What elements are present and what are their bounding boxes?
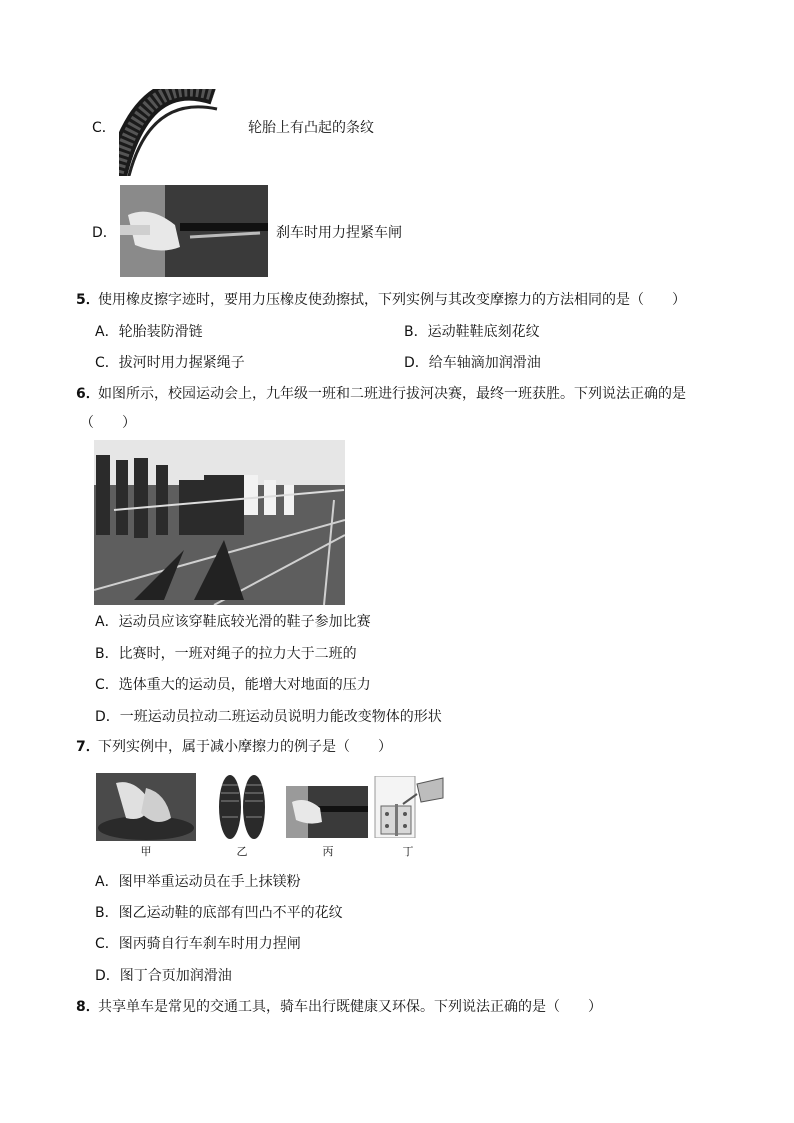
q5-stem: 使用橡皮擦字迹时，要用力压橡皮使劲擦拭，下列实例与其改变摩擦力的方法相同的是（ ）: [98, 292, 686, 308]
q7-option-a: A．图甲举重运动员在手上抹镁粉: [95, 874, 301, 890]
chalk-hands-photo: [96, 773, 196, 841]
q7-caption-yi: 乙: [236, 845, 248, 858]
q4-option-d-label: D．: [92, 225, 117, 241]
q5-number: 5．: [76, 292, 100, 308]
bike-brake-photo: [286, 786, 368, 838]
q6-option-a: A．运动员应该穿鞋底较光滑的鞋子参加比赛: [95, 614, 371, 630]
q6-number: 6．: [76, 386, 100, 402]
q7-caption-ding: 丁: [402, 845, 414, 858]
q7-stem: 下列实例中，属于减小摩擦力的例子是（ ）: [98, 739, 392, 755]
q7-caption-bing: 丙: [322, 845, 334, 858]
q6-stem: 如图所示，校园运动会上，九年级一班和二班进行拔河决赛，最终一班获胜。下列说法正确的是: [98, 386, 686, 402]
q7-caption-jia: 甲: [140, 845, 152, 858]
q4-option-c-text: 轮胎上有凸起的条纹: [248, 120, 374, 136]
q4-option-c-label: C．: [92, 120, 116, 136]
q7-option-d: D．图丁合页加润滑油: [95, 968, 232, 984]
q6-option-c: C．选体重大的运动员，能增大对地面的压力: [95, 677, 371, 693]
q6-option-b: B．比赛时，一班对绳子的拉力大于二班的: [95, 646, 357, 662]
tug-of-war-photo: [94, 440, 345, 605]
q5-option-d: D．给车轴滴加润滑油: [404, 355, 541, 371]
q5-option-a: A．轮胎装防滑链: [95, 324, 203, 340]
tire-photo: [119, 89, 222, 176]
q7-option-c: C．图丙骑自行车刹车时用力捏闸: [95, 936, 301, 952]
q8-stem: 共享单车是常见的交通工具，骑车出行既健康又环保。下列说法正确的是（ ）: [98, 999, 602, 1015]
q8-number: 8．: [76, 999, 100, 1015]
q5-option-c: C．拔河时用力握紧绳子: [95, 355, 245, 371]
q6-paren: （ ）: [80, 415, 136, 431]
shoe-soles-photo: [216, 773, 268, 841]
brake-photo: [120, 185, 268, 277]
hinge-oil-photo: [373, 776, 445, 838]
q7-number: 7．: [76, 739, 100, 755]
q4-option-d-text: 刹车时用力捏紧车闸: [276, 225, 402, 241]
q6-option-d: D．一班运动员拉动二班运动员说明力能改变物体的形状: [95, 709, 442, 725]
q5-option-b: B．运动鞋鞋底刻花纹: [404, 324, 540, 340]
q7-option-b: B．图乙运动鞋的底部有凹凸不平的花纹: [95, 905, 343, 921]
